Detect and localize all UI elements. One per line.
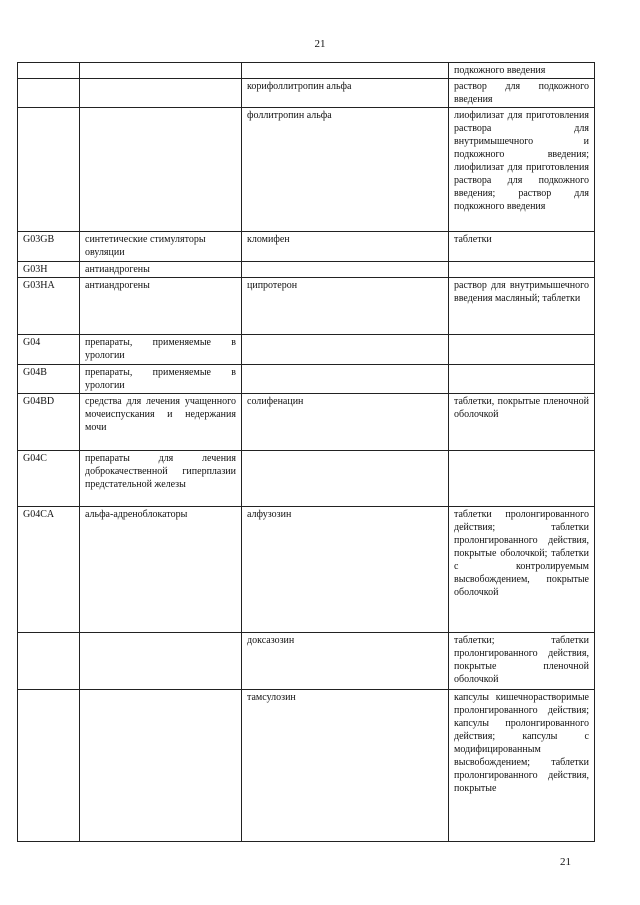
group-cell: альфа-адреноблокаторы (80, 507, 242, 633)
drug-cell: кломифен (242, 232, 449, 262)
form-cell: лиофилизат для приготовления раствора для внутримышечного и подкожного введения; лиофилизат для приготовления раствора для подкожного введения; раствор для подкожного введения (449, 108, 595, 232)
table-row (18, 262, 595, 278)
table-row (18, 690, 595, 842)
group-cell: препараты для лечения доброкачественной гиперплазии предстательной железы (80, 451, 242, 507)
group-cell (80, 108, 242, 232)
atc-code-cell: G03GB (18, 232, 80, 262)
table-row (18, 278, 595, 335)
atc-code-cell (18, 108, 80, 232)
form-cell: раствор для подкожного введения (449, 79, 595, 108)
table-row (18, 63, 595, 79)
atc-code-cell: G04BD (18, 394, 80, 451)
drug-cell: ципротерон (242, 278, 449, 335)
atc-code-cell (18, 79, 80, 108)
atc-code-cell: G04B (18, 365, 80, 394)
table-row (18, 232, 595, 262)
group-cell: средства для лечения учащенного мочеиспускания и недержания мочи (80, 394, 242, 451)
table-row (18, 79, 595, 108)
group-cell: синтетические стимуляторы овуляции (80, 232, 242, 262)
drug-cell (242, 451, 449, 507)
drug-cell: корифоллитропин альфа (242, 79, 449, 108)
table-row (18, 633, 595, 690)
drug-cell (242, 63, 449, 79)
table-row (18, 365, 595, 394)
form-cell: таблетки (449, 232, 595, 262)
table-row (18, 394, 595, 451)
group-cell (80, 63, 242, 79)
drug-cell (242, 365, 449, 394)
drug-cell: доксазозин (242, 633, 449, 690)
form-cell (449, 335, 595, 365)
group-cell (80, 690, 242, 842)
form-cell (449, 262, 595, 278)
drug-table (17, 62, 595, 842)
page-number-bottom: 21 (560, 856, 571, 868)
group-cell: препараты, применяемые в урологии (80, 335, 242, 365)
group-cell: антиандрогены (80, 262, 242, 278)
form-cell: таблетки, покрытые пленочной оболочкой (449, 394, 595, 451)
atc-code-cell (18, 690, 80, 842)
atc-code-cell (18, 63, 80, 79)
table-row (18, 108, 595, 232)
form-cell: подкожного введения (449, 63, 595, 79)
form-cell (449, 365, 595, 394)
atc-code-cell: G04CA (18, 507, 80, 633)
table-row (18, 507, 595, 633)
drug-cell: алфузозин (242, 507, 449, 633)
atc-code-cell: G03H (18, 262, 80, 278)
drug-cell (242, 262, 449, 278)
form-cell: капсулы кишечнорастворимые пролонгированного действия; капсулы пролонгированного действия; капсулы с модифицированным высвобождением; таблетки пролонгированного действия, покрытые (449, 690, 595, 842)
atc-code-cell (18, 633, 80, 690)
atc-code-cell: G04C (18, 451, 80, 507)
group-cell: препараты, применяемые в урологии (80, 365, 242, 394)
drug-cell: тамсулозин (242, 690, 449, 842)
form-cell: раствор для внутримышечного введения масляный; таблетки (449, 278, 595, 335)
group-cell (80, 79, 242, 108)
atc-code-cell: G04 (18, 335, 80, 365)
table-row (18, 451, 595, 507)
page-number-top: 21 (314, 38, 326, 50)
form-cell: таблетки; таблетки пролонгированного действия, покрытые пленочной оболочкой (449, 633, 595, 690)
form-cell (449, 451, 595, 507)
form-cell: таблетки пролонгированного действия; таблетки пролонгированного действия, покрытые оболочкой; таблетки с контролируемым высвобождением, покрытые оболочкой (449, 507, 595, 633)
atc-code-cell: G03HA (18, 278, 80, 335)
group-cell: антиандрогены (80, 278, 242, 335)
group-cell (80, 633, 242, 690)
drug-cell (242, 335, 449, 365)
table-row (18, 335, 595, 365)
drug-cell: фоллитропин альфа (242, 108, 449, 232)
drug-cell: солифенацин (242, 394, 449, 451)
